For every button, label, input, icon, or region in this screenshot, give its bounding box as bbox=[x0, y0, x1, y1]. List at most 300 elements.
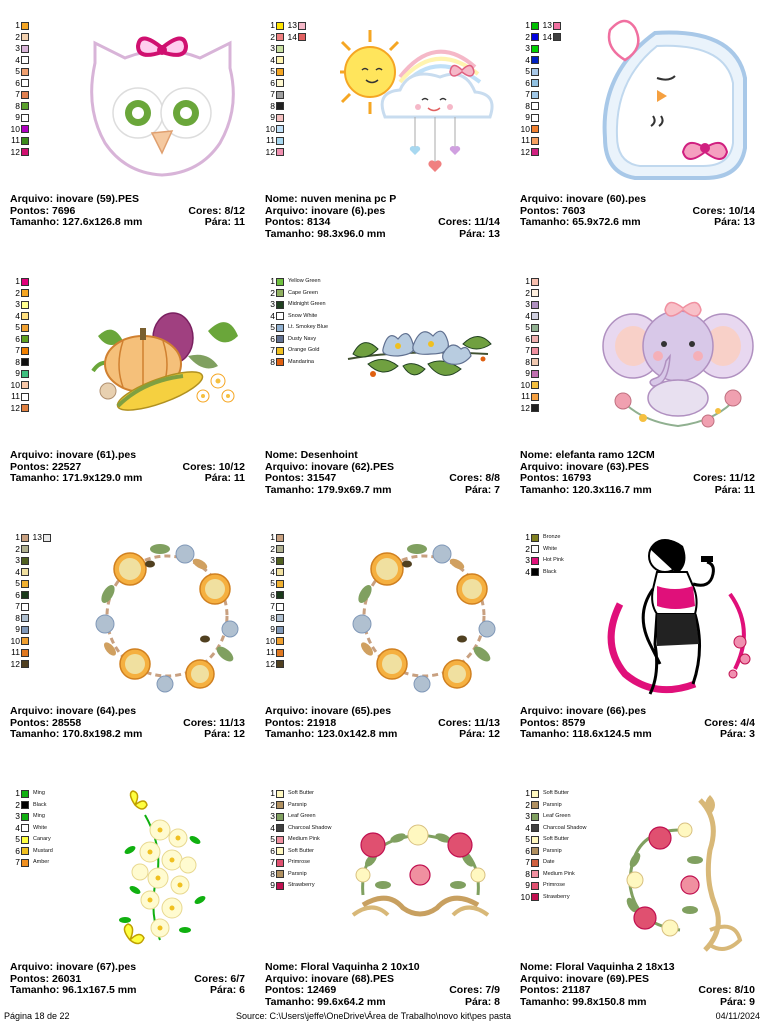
swatch-number: 10 bbox=[265, 635, 275, 646]
color-swatch-row bbox=[263, 43, 307, 55]
color-swatch-row bbox=[263, 532, 285, 544]
color-swatch bbox=[531, 859, 539, 867]
color-swatch-row bbox=[8, 578, 52, 590]
info-line bbox=[520, 450, 755, 462]
info-label: Pontos: 26031 bbox=[10, 972, 82, 985]
swatch-number: 10 bbox=[10, 379, 20, 390]
color-swatch-row bbox=[263, 311, 328, 323]
design-card bbox=[0, 256, 255, 512]
color-swatch-row bbox=[263, 788, 331, 800]
info-line bbox=[265, 485, 500, 497]
info-value-right: Cores: 8/12 bbox=[188, 204, 245, 217]
swatch-number: 12 bbox=[520, 402, 530, 413]
color-swatch-row bbox=[263, 135, 307, 147]
color-swatch-row bbox=[8, 601, 52, 613]
swatch-number: 10 bbox=[520, 123, 530, 134]
color-swatch-row bbox=[263, 857, 331, 869]
info-label: Arquivo: inovare (63).PES bbox=[520, 460, 649, 473]
color-swatch-row bbox=[263, 288, 328, 300]
color-swatch bbox=[21, 649, 29, 657]
info-line bbox=[520, 985, 755, 997]
color-swatch-row bbox=[263, 544, 285, 556]
color-swatch-row bbox=[263, 32, 307, 44]
color-swatch bbox=[276, 568, 284, 576]
swatch-number: 4 bbox=[270, 54, 275, 65]
info-label: Arquivo: inovare (69).PES bbox=[520, 972, 649, 985]
design-card bbox=[510, 512, 765, 768]
swatch-number: 2 bbox=[270, 543, 275, 554]
color-swatch bbox=[276, 660, 284, 668]
thread-name: Mustard bbox=[33, 847, 53, 854]
info-label: Arquivo: inovare (59).PES bbox=[10, 193, 139, 205]
color-swatch bbox=[276, 312, 284, 320]
swatch-number: 7 bbox=[270, 857, 275, 867]
info-value-right: Cores: 11/14 bbox=[438, 216, 500, 228]
info-line bbox=[10, 473, 245, 485]
thread-name: Lt. Smokey Blue bbox=[288, 324, 329, 330]
color-swatch bbox=[531, 137, 539, 145]
swatch-number: 5 bbox=[270, 322, 275, 332]
color-swatch-list bbox=[518, 532, 564, 578]
color-swatch bbox=[531, 301, 539, 309]
swatch-number: 8 bbox=[270, 612, 275, 623]
swatch-number: 1 bbox=[15, 788, 20, 798]
color-swatch-row bbox=[518, 357, 540, 369]
info-label: Arquivo: inovare (60).pes bbox=[520, 193, 647, 205]
info-line bbox=[520, 997, 755, 1009]
color-swatch bbox=[531, 56, 539, 64]
swatch-number: 4 bbox=[525, 54, 530, 65]
color-swatch-row bbox=[518, 823, 586, 835]
color-swatch-row bbox=[518, 147, 562, 159]
swatch-number: 13 bbox=[542, 20, 552, 30]
color-swatch-row bbox=[8, 89, 30, 101]
swatch-number: 5 bbox=[15, 322, 20, 332]
color-swatch-row bbox=[518, 555, 564, 567]
color-swatch bbox=[276, 824, 284, 832]
swatch-number: 5 bbox=[525, 66, 530, 76]
color-swatch-row bbox=[8, 276, 30, 288]
color-swatch bbox=[21, 125, 29, 133]
color-swatch bbox=[298, 22, 306, 30]
color-swatch bbox=[276, 591, 284, 599]
swatch-number: 3 bbox=[270, 555, 275, 565]
color-swatch-row bbox=[518, 846, 586, 858]
color-swatch-row bbox=[8, 368, 30, 380]
info-value-right: Pára: 13 bbox=[714, 216, 755, 228]
info-label: Pontos: 8579 bbox=[520, 716, 586, 729]
design-card bbox=[255, 512, 510, 768]
color-swatch-list bbox=[518, 788, 586, 903]
design-info bbox=[10, 962, 245, 997]
color-swatch bbox=[21, 847, 29, 855]
color-swatch bbox=[21, 289, 29, 297]
color-swatch bbox=[21, 148, 29, 156]
color-swatch bbox=[21, 68, 29, 76]
color-swatch-row bbox=[518, 345, 540, 357]
info-value-right: Pára: 11 bbox=[714, 483, 755, 496]
color-swatch bbox=[21, 33, 29, 41]
info-label: Arquivo: inovare (61).pes bbox=[10, 449, 137, 461]
thread-name: Parsnip bbox=[288, 870, 307, 877]
thread-name: Soft Butter bbox=[543, 790, 569, 796]
color-swatch-row bbox=[8, 846, 53, 858]
swatch-number: 6 bbox=[15, 589, 20, 600]
color-swatch bbox=[531, 568, 539, 576]
color-swatch bbox=[531, 893, 539, 901]
thread-name: Black bbox=[33, 801, 47, 808]
swatch-number: 6 bbox=[270, 77, 275, 88]
swatch-number: 3 bbox=[15, 811, 20, 821]
color-swatch bbox=[531, 836, 539, 844]
info-label: Tamanho: 96.1x167.5 mm bbox=[10, 984, 137, 996]
color-swatch-row bbox=[263, 613, 285, 625]
color-swatch-row bbox=[8, 613, 52, 625]
swatch-number: 5 bbox=[15, 578, 20, 588]
swatch-number: 5 bbox=[525, 322, 530, 332]
color-swatch-row bbox=[8, 322, 30, 334]
info-label: Pontos: 22527 bbox=[10, 460, 82, 473]
design-info bbox=[520, 450, 755, 496]
color-swatch bbox=[21, 824, 29, 832]
color-swatch-row bbox=[518, 55, 562, 67]
color-swatch-row bbox=[8, 647, 52, 659]
swatch-number: 12 bbox=[10, 402, 20, 413]
color-swatch bbox=[276, 33, 284, 41]
info-label: Pontos: 12469 bbox=[265, 984, 337, 996]
swatch-number: 3 bbox=[15, 555, 20, 565]
color-swatch-row bbox=[8, 555, 52, 567]
color-swatch bbox=[531, 79, 539, 87]
page-number: Página 18 de 22 bbox=[4, 1011, 70, 1021]
thread-name: Orange Gold bbox=[288, 347, 320, 353]
color-swatch bbox=[21, 591, 29, 599]
color-swatch-row bbox=[263, 834, 331, 846]
thread-name: Ming bbox=[33, 790, 45, 796]
swatch-number: 8 bbox=[15, 612, 20, 623]
info-label: Arquivo: inovare (67).pes bbox=[10, 961, 137, 973]
swatch-number: 2 bbox=[525, 543, 530, 554]
thread-name: Cape Green bbox=[288, 289, 318, 296]
design-card bbox=[510, 0, 765, 256]
swatch-number: 8 bbox=[15, 100, 20, 111]
swatch-number: 1 bbox=[15, 276, 20, 286]
color-swatch-row bbox=[263, 578, 285, 590]
swatch-number: 4 bbox=[15, 310, 20, 321]
color-swatch bbox=[276, 637, 284, 645]
color-swatch-row bbox=[518, 811, 586, 823]
color-swatch bbox=[21, 404, 29, 412]
info-line bbox=[265, 473, 500, 485]
design-card bbox=[255, 768, 510, 1024]
info-label: Pontos: 21187 bbox=[520, 984, 591, 996]
swatch-number: 1 bbox=[270, 20, 275, 30]
swatch-number: 2 bbox=[525, 287, 530, 298]
color-swatch-row bbox=[8, 788, 53, 800]
citrus-wreath-embroidery-preview bbox=[90, 534, 245, 699]
color-swatch-row bbox=[8, 659, 52, 671]
color-swatch-list bbox=[8, 276, 30, 414]
swatch-number: 3 bbox=[525, 43, 530, 53]
color-swatch-row bbox=[8, 334, 30, 346]
swatch-number: 4 bbox=[525, 566, 530, 577]
color-swatch-row bbox=[263, 357, 328, 369]
thread-name: Parsnip bbox=[543, 847, 562, 854]
design-info bbox=[520, 194, 755, 229]
swatch-number: 1 bbox=[525, 20, 530, 30]
swatch-number: 12 bbox=[10, 146, 20, 157]
color-swatch-row bbox=[518, 380, 540, 392]
color-swatch-row bbox=[263, 869, 331, 881]
color-swatch-row bbox=[518, 124, 562, 136]
info-label: Arquivo: inovare (68).PES bbox=[265, 972, 394, 985]
color-swatch bbox=[531, 91, 539, 99]
info-value-right: Pára: 12 bbox=[459, 728, 500, 740]
page-footer bbox=[0, 1011, 765, 1023]
swatch-number: 9 bbox=[525, 368, 530, 378]
thread-name: Primrose bbox=[288, 859, 311, 865]
design-info bbox=[265, 962, 500, 1008]
design-info bbox=[10, 706, 245, 741]
color-swatch-row bbox=[518, 32, 562, 44]
color-swatch-row bbox=[8, 544, 52, 556]
color-swatch bbox=[21, 557, 29, 565]
info-label: Tamanho: 65.9x72.6 mm bbox=[520, 216, 641, 228]
color-swatch-row bbox=[263, 147, 307, 159]
color-swatch bbox=[21, 56, 29, 64]
color-swatch bbox=[276, 580, 284, 588]
color-swatch bbox=[531, 102, 539, 110]
color-swatch-list bbox=[8, 788, 53, 869]
color-swatch-row bbox=[263, 322, 328, 334]
swatch-number: 10 bbox=[520, 891, 530, 902]
swatch-number: 7 bbox=[15, 345, 20, 355]
print-date: 04/11/2024 bbox=[715, 1011, 760, 1021]
color-swatch bbox=[276, 301, 284, 309]
color-swatch bbox=[298, 33, 306, 41]
color-swatch bbox=[21, 114, 29, 122]
color-swatch-row bbox=[518, 544, 564, 556]
info-line bbox=[520, 217, 755, 229]
color-swatch bbox=[553, 33, 561, 41]
color-swatch bbox=[276, 545, 284, 553]
color-swatch bbox=[276, 22, 284, 30]
color-swatch-row bbox=[518, 288, 540, 300]
color-swatch bbox=[531, 870, 539, 878]
swatch-number: 12 bbox=[10, 658, 20, 669]
color-swatch bbox=[531, 335, 539, 343]
thread-name: Mandarina bbox=[288, 358, 314, 365]
design-card bbox=[255, 0, 510, 256]
blue-flowers-embroidery-preview bbox=[343, 324, 493, 394]
info-label: Nome: Floral Vaquinha 2 10x10 bbox=[265, 961, 420, 973]
swatch-number: 1 bbox=[525, 276, 530, 286]
info-label: Pontos: 7603 bbox=[520, 204, 586, 217]
color-swatch-row bbox=[8, 857, 53, 869]
color-swatch-row bbox=[518, 112, 562, 124]
swatch-number: 11 bbox=[11, 391, 20, 401]
source-path: Source: C:\Users\jeffe\OneDrive\Área de Trabalho\novo kit\pes pasta bbox=[236, 1011, 511, 1021]
color-swatch bbox=[531, 289, 539, 297]
color-swatch-row bbox=[263, 89, 307, 101]
fitness-woman-embroidery-preview bbox=[595, 534, 755, 699]
swatch-number: 2 bbox=[15, 31, 20, 42]
info-value-right: Pára: 3 bbox=[719, 728, 755, 740]
info-label: Tamanho: 179.9x69.7 mm bbox=[265, 483, 392, 496]
swatch-number: 4 bbox=[270, 566, 275, 577]
swatch-number: 8 bbox=[270, 868, 275, 879]
swatch-number: 9 bbox=[15, 624, 20, 634]
info-line bbox=[10, 985, 245, 997]
color-swatch bbox=[21, 91, 29, 99]
color-swatch bbox=[276, 859, 284, 867]
color-swatch-row bbox=[518, 299, 540, 311]
color-swatch bbox=[276, 102, 284, 110]
color-swatch bbox=[531, 824, 539, 832]
info-value-right: Cores: 10/12 bbox=[182, 460, 245, 473]
color-swatch bbox=[553, 22, 561, 30]
color-swatch-row bbox=[263, 590, 285, 602]
color-swatch-row bbox=[518, 20, 562, 32]
swatch-number: 5 bbox=[15, 66, 20, 76]
color-swatch-row bbox=[518, 834, 586, 846]
color-swatch-row bbox=[8, 567, 52, 579]
color-swatch bbox=[276, 335, 284, 343]
info-value-right: Pára: 8 bbox=[464, 995, 500, 1008]
swatch-number: 11 bbox=[521, 135, 530, 145]
info-line bbox=[265, 962, 500, 974]
swatch-number: 5 bbox=[15, 834, 20, 844]
color-swatch bbox=[21, 22, 29, 30]
info-value-right: Cores: 7/9 bbox=[449, 984, 500, 996]
color-swatch-row bbox=[8, 800, 53, 812]
color-swatch-row bbox=[263, 601, 285, 613]
color-swatch-row bbox=[8, 311, 30, 323]
info-label: Tamanho: 120.3x116.7 mm bbox=[520, 483, 652, 496]
color-swatch-row bbox=[8, 124, 30, 136]
info-line bbox=[520, 706, 755, 718]
color-swatch bbox=[531, 534, 539, 542]
info-line bbox=[265, 194, 500, 206]
color-swatch bbox=[276, 68, 284, 76]
swatch-number: 11 bbox=[11, 647, 20, 657]
info-label: Tamanho: 123.0x142.8 mm bbox=[265, 728, 398, 740]
color-swatch bbox=[21, 813, 29, 821]
color-swatch bbox=[21, 580, 29, 588]
info-value-right: Cores: 10/14 bbox=[692, 204, 755, 217]
swatch-number: 6 bbox=[15, 845, 20, 856]
swatch-number: 7 bbox=[525, 89, 530, 99]
color-swatch bbox=[21, 324, 29, 332]
color-swatch bbox=[276, 79, 284, 87]
color-swatch-row bbox=[518, 800, 586, 812]
swatch-number: 6 bbox=[525, 333, 530, 344]
design-card bbox=[510, 768, 765, 1024]
thread-name: Medium Pink bbox=[288, 836, 320, 842]
info-label: Arquivo: inovare (65).pes bbox=[265, 705, 392, 717]
info-label: Pontos: 31547 bbox=[265, 472, 337, 484]
color-swatch bbox=[21, 102, 29, 110]
color-swatch-row bbox=[518, 567, 564, 579]
swatch-number: 11 bbox=[11, 135, 20, 145]
info-line bbox=[265, 985, 500, 997]
thread-name: Dusty Navy bbox=[288, 335, 317, 342]
info-label: Arquivo: inovare (66).pes bbox=[520, 705, 647, 717]
swatch-number: 4 bbox=[525, 310, 530, 321]
color-swatch-row bbox=[8, 112, 30, 124]
color-swatch-row bbox=[263, 647, 285, 659]
thread-name: White bbox=[33, 824, 48, 831]
color-swatch bbox=[276, 137, 284, 145]
color-swatch-row bbox=[263, 555, 285, 567]
info-line bbox=[520, 194, 755, 206]
color-swatch-row bbox=[263, 299, 328, 311]
swatch-number: 9 bbox=[15, 368, 20, 378]
swatch-number: 2 bbox=[15, 799, 20, 810]
info-line bbox=[265, 729, 500, 741]
swatch-number: 3 bbox=[15, 299, 20, 309]
color-swatch bbox=[21, 301, 29, 309]
color-swatch bbox=[276, 626, 284, 634]
color-swatch bbox=[531, 125, 539, 133]
color-swatch-row bbox=[263, 624, 285, 636]
color-swatch-row bbox=[263, 567, 285, 579]
vine-flowers-embroidery-preview bbox=[110, 790, 220, 955]
swatch-number: 3 bbox=[15, 43, 20, 53]
info-label: Arquivo: inovare (6).pes bbox=[265, 204, 386, 217]
color-swatch-row bbox=[518, 276, 540, 288]
swatch-number: 10 bbox=[10, 123, 20, 134]
color-swatch bbox=[276, 534, 284, 542]
swatch-number: 8 bbox=[525, 356, 530, 367]
color-swatch-row bbox=[518, 43, 562, 55]
color-swatch-row bbox=[8, 823, 53, 835]
design-card bbox=[255, 256, 510, 512]
color-swatch bbox=[21, 534, 29, 542]
color-swatch bbox=[531, 148, 539, 156]
swatch-number: 6 bbox=[525, 77, 530, 88]
info-value-right: Cores: 8/8 bbox=[449, 472, 500, 484]
color-swatch bbox=[276, 649, 284, 657]
color-swatch bbox=[276, 870, 284, 878]
color-swatch-list bbox=[518, 276, 540, 414]
color-swatch bbox=[21, 45, 29, 53]
design-info bbox=[265, 194, 500, 240]
color-swatch-row bbox=[518, 880, 586, 892]
info-label: Pontos: 16793 bbox=[520, 472, 592, 484]
color-swatch bbox=[276, 847, 284, 855]
info-label: Arquivo: inovare (64).pes bbox=[10, 705, 137, 717]
info-value-right: Cores: 11/13 bbox=[183, 716, 245, 729]
info-line bbox=[265, 706, 500, 718]
color-swatch bbox=[276, 614, 284, 622]
color-swatch bbox=[531, 347, 539, 355]
swatch-number: 7 bbox=[270, 601, 275, 611]
color-swatch bbox=[21, 335, 29, 343]
swatch-number: 7 bbox=[15, 89, 20, 99]
thread-name: Primrose bbox=[543, 882, 566, 888]
info-value-right: Cores: 11/12 bbox=[693, 472, 755, 484]
info-label: Pontos: 28558 bbox=[10, 716, 82, 729]
thread-name: Date bbox=[543, 859, 555, 865]
swatch-number: 2 bbox=[270, 31, 275, 42]
thread-name: White bbox=[543, 545, 558, 552]
color-swatch-row bbox=[518, 892, 586, 904]
color-swatch bbox=[21, 312, 29, 320]
swatch-number: 2 bbox=[270, 287, 275, 298]
color-swatch bbox=[21, 358, 29, 366]
color-swatch-list bbox=[8, 20, 30, 158]
